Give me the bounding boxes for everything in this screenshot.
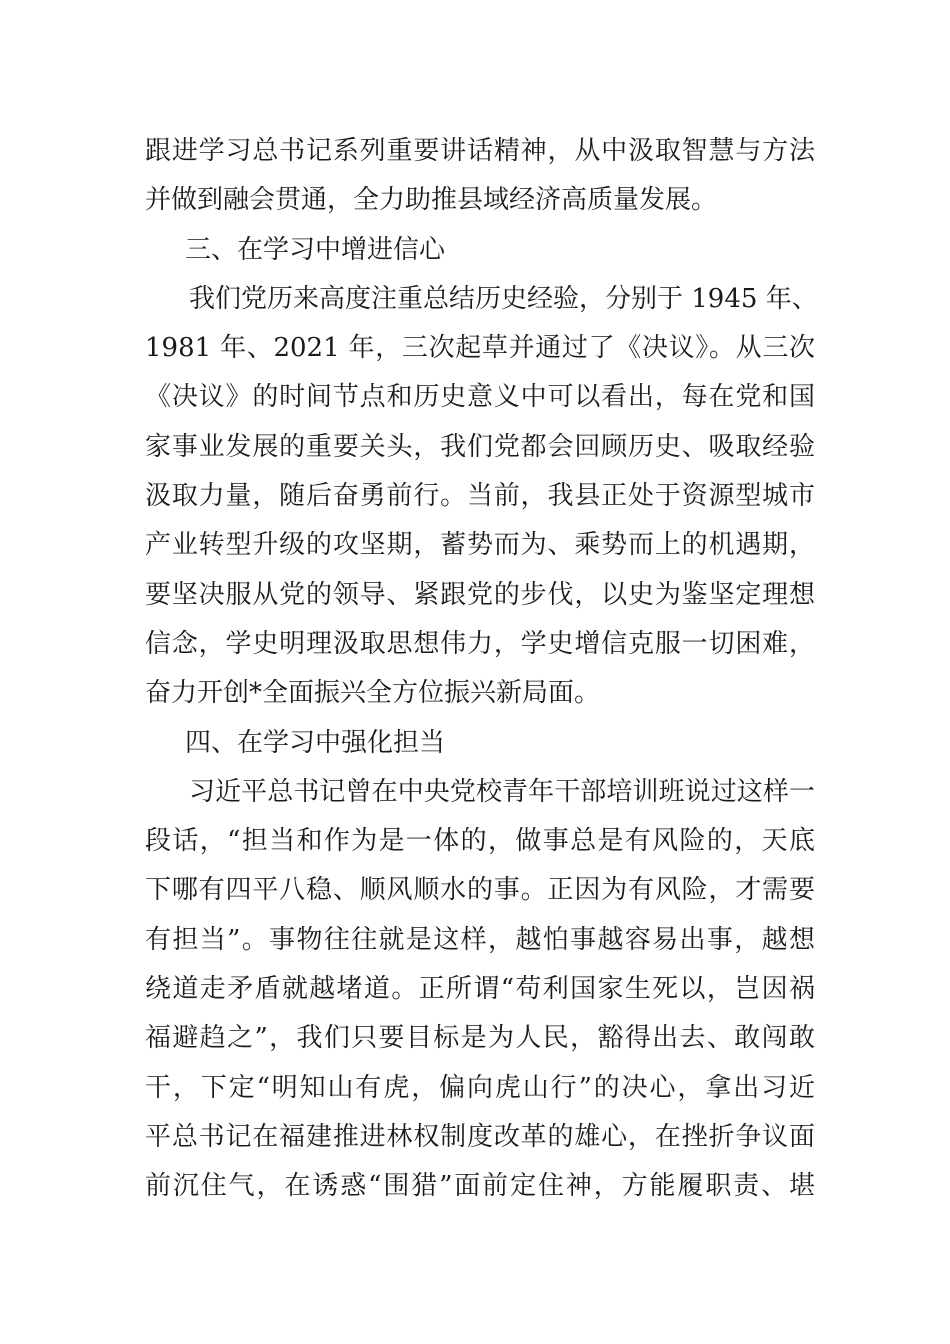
paragraph-line: 下哪有四平八稳、顺风顺水的事。正因为有风险，才需要	[145, 875, 815, 906]
paragraph-line: 1981 年、2021 年，三次起草并通过了《决议》。从三次	[145, 333, 815, 364]
paragraph-line: 绕道走矛盾就越堵道。正所谓“苟利国家生死以，岂因祸	[145, 974, 815, 1005]
paragraph-line: 要坚决服从党的领导、紧跟党的步伐，以史为鉴坚定理想	[145, 579, 815, 610]
paragraph-line: 干，下定“明知山有虎，偏向虎山行”的决心，拿出习近	[145, 1072, 815, 1103]
paragraph-line: 有担当”。事物往往就是这样，越怕事越容易出事，越想	[145, 924, 815, 955]
paragraph-line: 福避趋之”，我们只要目标是为人民，豁得出去、敢闯敢	[145, 1023, 815, 1054]
paragraph-line: 信念，学史明理汲取思想伟力，学史增信克服一切困难，	[145, 628, 815, 659]
paragraph-line: 前沉住气，在诱惑“围猎”面前定住神，方能履职责、堪	[145, 1171, 815, 1202]
paragraph-line: 平总书记在福建推进林权制度改革的雄心，在挫折争议面	[145, 1121, 815, 1152]
document-body	[145, 127, 818, 1212]
paragraph-line: 跟进学习总书记系列重要讲话精神，从中汲取智慧与方法	[145, 136, 815, 166]
paragraph-line: 汲取力量，随后奋勇前行。当前，我县正处于资源型城市	[145, 481, 815, 512]
paragraph-line: 产业转型升级的攻坚期，蓄势而为、乘势而上的机遇期，	[145, 530, 815, 561]
paragraph-line: 家事业发展的重要关头，我们党都会回顾历史、吸取经验	[145, 431, 815, 462]
paragraph-line: 段话，“担当和作为是一体的，做事总是有风险的，天底	[145, 826, 815, 857]
paragraph-line: 奋力开创*全面振兴全方位振兴新局面。	[145, 678, 601, 709]
paragraph-line: 我们党历来高度注重总结历史经验，分别于 1945 年、	[189, 283, 818, 314]
section-heading-3: 三、在学习中增进信心	[185, 234, 446, 265]
section-heading-4: 四、在学习中强化担当	[185, 727, 446, 758]
paragraph-line: 并做到融会贯通，全力助推县域经济高质量发展。	[145, 185, 718, 216]
paragraph-line: 习近平总书记曾在中央党校青年干部培训班说过这样一	[189, 776, 815, 807]
paragraph-line: 《决议》的时间节点和历史意义中可以看出，每在党和国	[145, 382, 815, 413]
